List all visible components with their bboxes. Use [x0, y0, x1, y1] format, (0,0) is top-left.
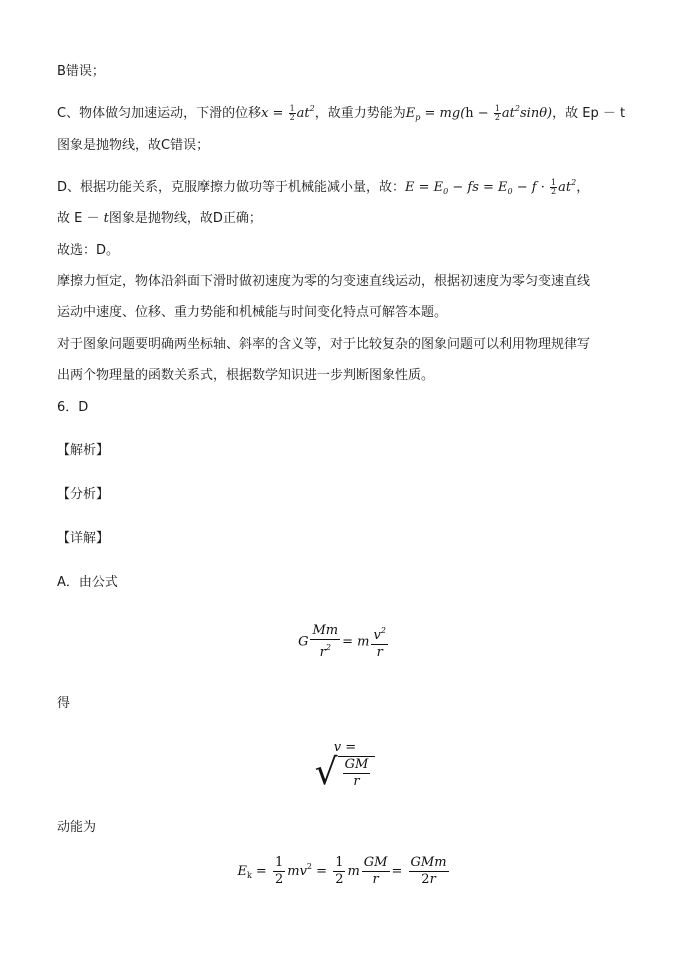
- text-kinetic: 动能为: [57, 820, 97, 835]
- text-c-suffix: ，故 Ep － t: [552, 106, 626, 121]
- text-c-mid: ，故重力势能为: [314, 106, 406, 121]
- text-p2-l1: 对于图象问题要明确两坐标轴、斜率的含义等，对于比较复杂的图象问题可以利用物理规律写: [57, 337, 591, 352]
- equation-kinetic-energy: $E_k$ = $\frac{1}{2}$ $mv^2$ = $\frac{1}{2}$ m $\frac{GM}{r}$ = GMm 2r: [237, 855, 447, 887]
- text-p1-l1: 摩擦力恒定，物体沿斜面下滑时做初速度为零的匀变速直线运动，根据初速度为零匀变速直线: [57, 274, 591, 289]
- text-choice: 故选：D。: [57, 243, 120, 258]
- text-d-line2-suffix: 图象是抛物线，故D正确；: [108, 211, 262, 226]
- text-d-line2-prefix: 故 E －: [57, 211, 104, 226]
- equation-gravity: G $\frac{Mm}{r^2}$ = m $\frac{v^2}{r}$: [298, 623, 386, 660]
- formula-mechanical-energy: $E = E_0$ − fs = $E_0 - f$ · $\frac{1}{2}$ $at^2$: [405, 178, 577, 196]
- formula-displacement: x = $\frac{1}{2}$ $at^2$: [261, 104, 315, 122]
- text-d-line2: [57, 209, 262, 229]
- text-b-wrong: B错误；: [57, 64, 105, 79]
- text-d-prefix: D、根据功能关系，克服摩擦力做功等于机械能减小量，故：: [57, 180, 406, 195]
- text-detail: 【详解】: [57, 531, 110, 546]
- text-c-prefix: C、物体做匀加速运动，下滑的位移: [57, 106, 262, 121]
- text-analysis: 【解析】: [57, 443, 110, 458]
- text-c-line2: 图象是抛物线，故C错误；: [57, 138, 210, 153]
- formula-t: t: [103, 211, 109, 226]
- text-c-line1: [57, 99, 625, 128]
- text-a-formula: A．由公式: [57, 575, 118, 590]
- text-fenxi: 【分析】: [57, 487, 110, 502]
- text-q6: 6．D: [57, 400, 89, 415]
- text-p2-l2: 出两个物理量的函数关系式，根据数学知识进一步判断图象性质。: [57, 368, 435, 383]
- text-de: 得: [57, 696, 71, 711]
- equation-velocity: v = √ $\frac{GM}{r}$: [305, 740, 385, 791]
- text-d-line1: D、根据功能关系，克服摩擦力做功等于机械能减小量，故：$E = E_0$ − fs = $E_0 - f$ · $\frac{1}{2}$ $at^2$，: [57, 178, 590, 196]
- text-p1-l2: 运动中速度、位移、重力势能和机械能与时间变化特点可解答本题。: [57, 305, 448, 320]
- formula-potential-energy: $E_p = mg(h$ − $\frac{1}{2}$ $at^2\sin\theta$): [405, 104, 553, 122]
